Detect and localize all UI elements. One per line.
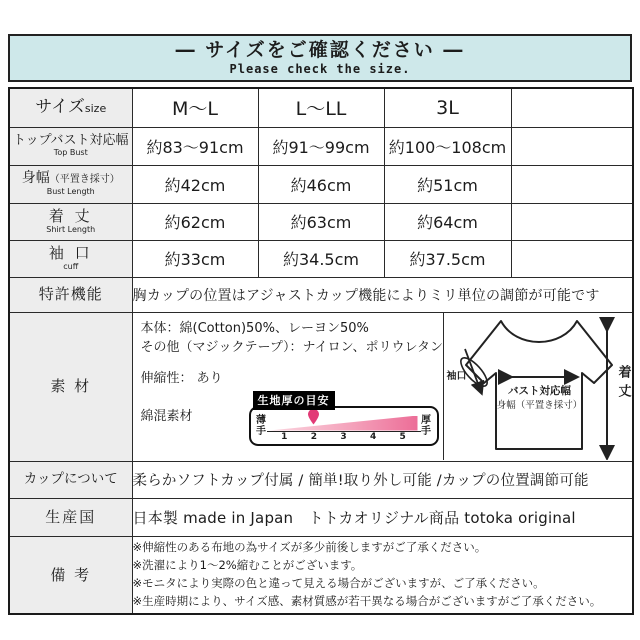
gauge-thin-label: 薄手 bbox=[256, 414, 266, 437]
row-label-remarks: 備 考 bbox=[9, 536, 132, 614]
row-label-material: 素 材 bbox=[9, 312, 132, 461]
gauge-thick-label: 厚手 bbox=[421, 414, 431, 437]
value-cell: 約46cm bbox=[258, 165, 384, 203]
shirt-measure-diagram bbox=[444, 313, 633, 460]
row-label-shirt-length: 着 丈 Shirt Length bbox=[9, 203, 132, 240]
thickness-marker-icon bbox=[308, 409, 319, 425]
gauge-title: 生地厚の目安 bbox=[253, 391, 335, 410]
length-diagram-label: 着丈 bbox=[615, 365, 631, 403]
country-text: 日本製 made in Japan トトカオリジナル商品 totoka original bbox=[132, 498, 633, 536]
size-col-lll: L〜LL bbox=[258, 88, 384, 127]
table-row-patent bbox=[9, 277, 633, 312]
table-row-sizes bbox=[9, 88, 633, 127]
size-label-en: size bbox=[84, 102, 107, 116]
row-label-cups: カップについて bbox=[9, 461, 132, 498]
size-check-banner bbox=[8, 34, 632, 82]
remark-line: ※洗濯により1〜2%縮むことがございます。 bbox=[132, 557, 363, 572]
table-row-material bbox=[9, 312, 633, 461]
banner-subtitle: Please check the size. bbox=[229, 61, 411, 76]
table-row-top-bust bbox=[9, 127, 633, 165]
material-stretch: 伸縮性： あり bbox=[140, 370, 223, 386]
table-row-remarks bbox=[9, 536, 633, 614]
value-cell: 約83〜91cm bbox=[132, 127, 258, 165]
value-cell: 約100〜108cm bbox=[384, 127, 511, 165]
table-row-country bbox=[9, 498, 633, 536]
size-label-jp: サイズ bbox=[35, 97, 85, 118]
bust-diagram-label1: バスト対応幅 bbox=[508, 385, 571, 397]
value-cell: 約33cm bbox=[132, 240, 258, 277]
value-cell: 約51cm bbox=[384, 165, 511, 203]
material-body: 本体：綿(Cotton)50%、レーヨン50% bbox=[140, 321, 369, 336]
value-cell: 約91〜99cm bbox=[258, 127, 384, 165]
empty-cell bbox=[511, 88, 633, 127]
value-cell: 約37.5cm bbox=[384, 240, 511, 277]
remarks-text bbox=[132, 536, 633, 614]
fabric-thickness-gauge: 生地厚の目安 薄手 1 2 3 4 5 厚手 bbox=[249, 391, 439, 446]
bust-diagram-label2: 身幅（平置き採寸） bbox=[496, 400, 583, 411]
material-cell bbox=[132, 312, 633, 461]
size-col-3l: 3L bbox=[384, 88, 511, 127]
banner-title: ― サイズをご確認ください ― bbox=[175, 39, 465, 61]
thickness-wedge bbox=[270, 416, 418, 431]
row-label-cuff: 袖 口 cuff bbox=[9, 240, 132, 277]
material-blend: 綿混素材 bbox=[140, 408, 193, 424]
size-col-ml: M〜L bbox=[132, 88, 258, 127]
row-label-top-bust: トップバスト対応幅 Top Bust bbox=[9, 127, 132, 165]
empty-cell bbox=[511, 240, 633, 277]
table-row-body-width bbox=[9, 165, 633, 203]
value-cell: 約62cm bbox=[132, 203, 258, 240]
table-row-cups bbox=[9, 461, 633, 498]
cuff-diagram-label: 袖口 bbox=[446, 371, 467, 382]
row-label-body-width: 身幅（平置き採寸） Bust Length bbox=[9, 165, 132, 203]
material-other: その他（マジックテープ）：ナイロン、ポリウレタン bbox=[140, 339, 444, 355]
remark-line: ※モニタにより実際の色と違って見える場合がございますが、ご了承ください。 bbox=[132, 575, 545, 590]
empty-cell bbox=[511, 203, 633, 240]
row-label-country: 生産国 bbox=[9, 498, 132, 536]
remark-line: ※生産時期により、サイズ感、素材質感が若干異なる場合がございますがご了承ください。 bbox=[132, 593, 602, 608]
empty-cell bbox=[511, 127, 633, 165]
table-row-shirt-length bbox=[9, 203, 633, 240]
value-cell: 約34.5cm bbox=[258, 240, 384, 277]
patent-text: 胸カップの位置はアジャストカップ機能によりミリ単位の調節が可能です bbox=[132, 277, 633, 312]
remark-line: ※伸縮性のある布地の為サイズが多少前後しますがご了承ください。 bbox=[132, 540, 487, 555]
empty-cell bbox=[511, 165, 633, 203]
value-cell: 約63cm bbox=[258, 203, 384, 240]
cups-text: 柔らかソフトカップ付属 / 簡単!取り外し可能 /カップの位置調節可能 bbox=[132, 461, 633, 498]
value-cell: 約64cm bbox=[384, 203, 511, 240]
table-row-cuff bbox=[9, 240, 633, 277]
material-details bbox=[133, 313, 444, 460]
size-header-label bbox=[9, 88, 132, 127]
size-spec-table bbox=[8, 87, 634, 615]
value-cell: 約42cm bbox=[132, 165, 258, 203]
row-label-patent: 特許機能 bbox=[9, 277, 132, 312]
